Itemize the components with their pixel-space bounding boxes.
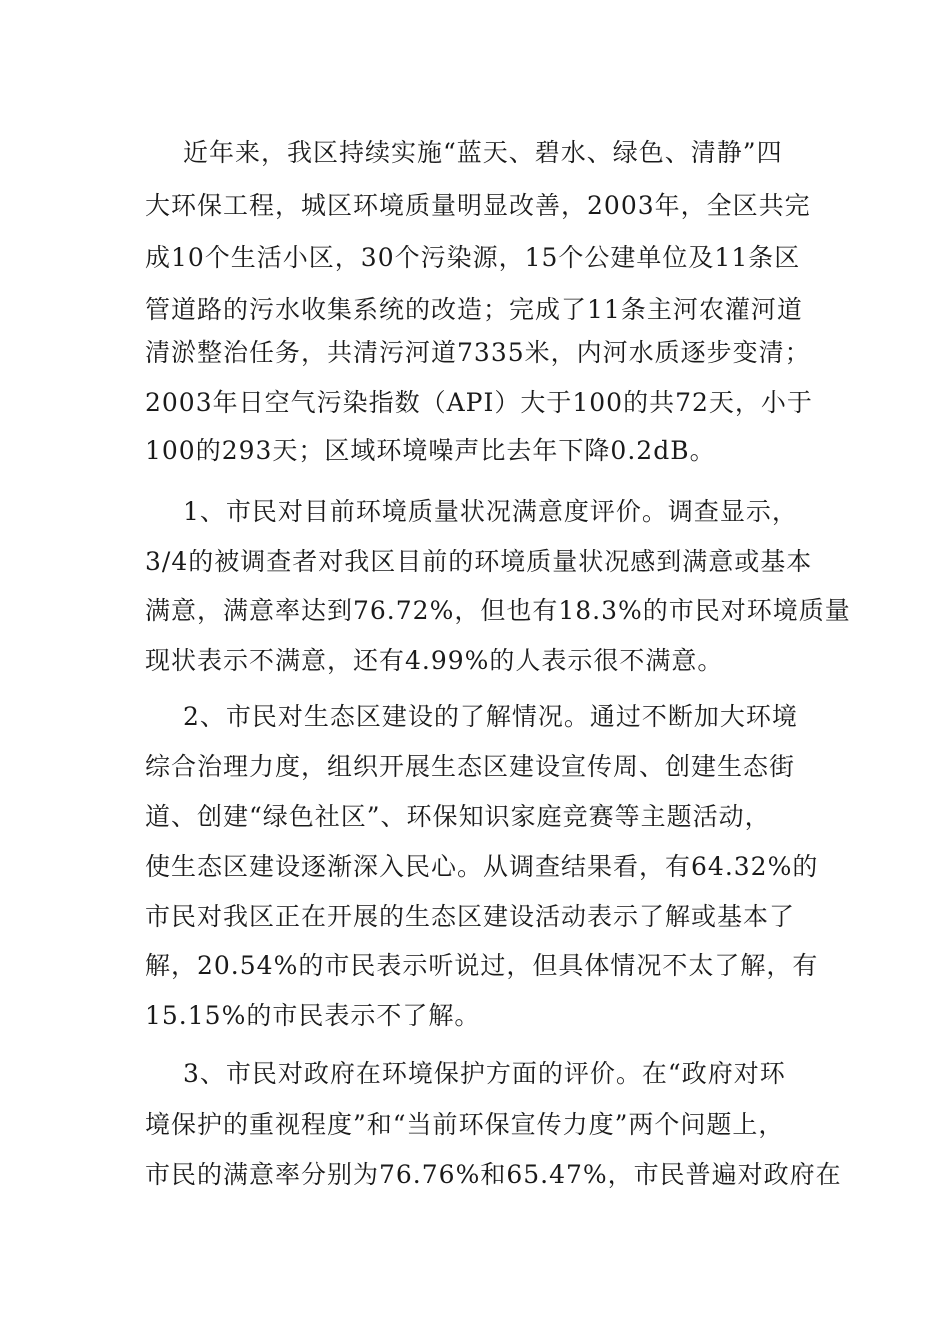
paragraph-1-line-2: 大环保工程，城区环境质量明显改善，2003年，全区共完 (145, 191, 811, 220)
paragraph-3-line-7: 15.15%的市民表示不了解。 (145, 1001, 481, 1030)
paragraph-2-line-3: 满意，满意率达到76.72%，但也有18.3%的市民对环境质量 (145, 596, 851, 625)
paragraph-3-line-6: 解，20.54%的市民表示听说过，但具体情况不太了解，有 (145, 951, 819, 980)
paragraph-1-line-6: 2003年日空气污染指数（API）大于100的共72天，小于 (145, 388, 813, 417)
paragraph-1-line-7: 100的293天；区域环境噪声比去年下降0.2dB。 (145, 436, 716, 465)
paragraph-3-line-1: 2、市民对生态区建设的了解情况。通过不断加大环境 (183, 702, 798, 731)
paragraph-4-line-3: 市民的满意率分别为76.76%和65.47%，市民普遍对政府在 (145, 1160, 842, 1189)
paragraph-4-line-2: 境保护的重视程度”和“当前环保宣传力度”两个问题上， (145, 1110, 785, 1139)
paragraph-1-line-5: 清淤整治任务，共清污河道7335米，内河水质逐步变清； (145, 338, 811, 367)
paragraph-2-line-2: 3/4的被调查者对我区目前的环境质量状况感到满意或基本 (145, 547, 813, 576)
paragraph-3-line-4: 使生态区建设逐渐深入民心。从调查结果看，有64.32%的 (145, 852, 819, 881)
paragraph-4-line-1: 3、市民对政府在环境保护方面的评价。在“政府对环 (183, 1059, 786, 1088)
paragraph-1-line-1: 近年来，我区持续实施“蓝天、碧水、绿色、清静”四 (183, 138, 783, 167)
paragraph-2-line-1: 1、市民对目前环境质量状况满意度评价。调查显示， (183, 497, 798, 526)
paragraph-2-line-4: 现状表示不满意，还有4.99%的人表示很不满意。 (145, 646, 724, 675)
paragraph-3-line-2: 综合治理力度，组织开展生态区建设宣传周、创建生态街 (145, 752, 796, 781)
paragraph-1-line-3: 成10个生活小区，30个污染源，15个公建单位及11条区 (145, 243, 801, 272)
paragraph-3-line-5: 市民对我区正在开展的生态区建设活动表示了解或基本了 (145, 902, 796, 931)
paragraph-1-line-4: 管道路的污水收集系统的改造；完成了11条主河农灌河道 (145, 295, 803, 324)
paragraph-3-line-3: 道、创建“绿色社区”、环保知识家庭竞赛等主题活动， (145, 802, 771, 831)
